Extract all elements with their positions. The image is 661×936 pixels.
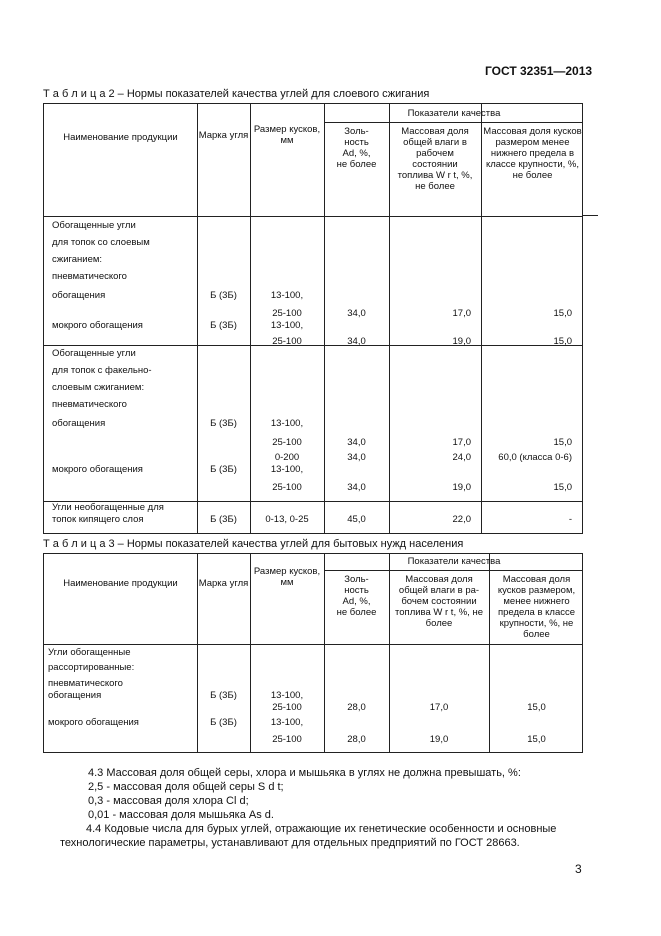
t2-header-ash: Золь-ность Ad, %, не более [336, 126, 377, 170]
table2-cell-size: 13-100, [270, 320, 304, 331]
table2-cell-ash: 34,0 [347, 482, 366, 493]
table2-cell-name: слоевым сжиганием: [52, 382, 145, 393]
t2-header-fines: Массовая доля кусков размером менее нижнего предела в классе крупности, %, не более [483, 126, 582, 181]
standard-number: ГОСТ 32351—2013 [485, 64, 593, 78]
table3-cell-size: 13-100, [270, 690, 304, 701]
table2-cell-name: для топок со слоевым [52, 237, 150, 248]
table3 [43, 553, 583, 753]
table2-cell-fines: - [568, 514, 572, 525]
t2-header-moisture: Массовая доля общей влаги в рабочем состоянии топлива W r t, %, не более [397, 126, 473, 192]
table2-cell-name: мокрого обогащения [52, 320, 143, 331]
para-sulfur: 2,5 - массовая доля общей серы S d t; [88, 781, 284, 793]
t3-header-size: Размер кусков, мм [253, 566, 321, 588]
table2-cell-name: топок кипящего слоя [52, 514, 144, 525]
t3-header-quality: Показатели качества [407, 556, 501, 567]
table2-cell-moisture: 19,0 [452, 336, 471, 347]
table2-cell-name: сжиганием: [52, 254, 103, 265]
table2-cell-name: Угли необогащенные для [52, 502, 164, 513]
table3-cell-name: мокрого обогащения [48, 717, 139, 728]
table2-cell-ash: 34,0 [347, 437, 366, 448]
table2-cell-mark: Б (3Б) [210, 464, 237, 475]
table3-cell-size: 25-100 [272, 702, 302, 713]
table3-cell-mark: Б (3Б) [210, 717, 237, 728]
table2-caption: Т а б л и ц а 2 – Нормы показателей качества углей для слоевого сжигания [43, 88, 430, 100]
t2-header-mark: Марка угля [198, 130, 249, 141]
t3-header-moisture: Массовая доля общей влаги в ра-бочем состоянии топлива W r t, %, не более [395, 574, 483, 629]
table2 [43, 103, 583, 534]
table3-cell-size: 25-100 [272, 734, 302, 745]
table2-cell-size: 13-100, [270, 290, 304, 301]
para-4-4: 4.4 Кодовые числа для бурых углей, отражающие их генетические особенности и основные [86, 823, 557, 835]
t3-header-fines: Массовая доля кусков размером, менее нижнего предела в классе крупности, %, не более [497, 574, 576, 640]
table2-cell-name: пневматического [52, 271, 127, 282]
table3-caption: Т а б л и ц а 3 – Нормы показателей качества углей для бытовых нужд населения [43, 538, 464, 550]
table3-cell-ash: 28,0 [347, 702, 366, 713]
table2-cell-fines: 15,0 [553, 437, 572, 448]
stray-rule [583, 215, 598, 216]
table2-cell-moisture: 17,0 [452, 437, 471, 448]
table2-cell-name: мокрого обогащения [52, 464, 143, 475]
table2-cell-mark: Б (3Б) [210, 290, 237, 301]
table2-cell-name: обогащения [52, 290, 106, 301]
table2-cell-size: 0-200 [274, 452, 300, 463]
table3-cell-size: 13-100, [270, 717, 304, 728]
table2-cell-mark: Б (3Б) [210, 320, 237, 331]
table3-cell-mark: Б (3Б) [210, 690, 237, 701]
table3-cell-moisture: 19,0 [429, 734, 449, 745]
table2-cell-name: обогащения [52, 418, 106, 429]
table2-cell-moisture: 22,0 [452, 514, 471, 525]
table2-cell-size: 25-100 [272, 336, 302, 347]
table3-cell-name: пневматического [48, 678, 123, 689]
table2-cell-moisture: 19,0 [452, 482, 471, 493]
t3-header-ash: Золь-ность Ad, %, не более [336, 574, 377, 618]
table2-cell-name: для топок с факельно- [52, 365, 152, 376]
table2-cell-size: 13-100, [270, 464, 304, 475]
table2-cell-ash: 34,0 [347, 308, 366, 319]
table3-cell-ash: 28,0 [347, 734, 366, 745]
table2-cell-size: 25-100 [272, 308, 302, 319]
table2-cell-moisture: 24,0 [452, 452, 471, 463]
table2-cell-fines: 15,0 [553, 308, 572, 319]
table2-cell-size: 25-100 [272, 482, 302, 493]
table2-cell-mark: Б (3Б) [210, 418, 237, 429]
table2-cell-moisture: 17,0 [452, 308, 471, 319]
table2-cell-name: Обогащенные угли [52, 220, 136, 231]
para-arsenic: 0,01 - массовая доля мышьяка As d. [88, 809, 274, 821]
table2-cell-fines: 15,0 [553, 336, 572, 347]
table2-cell-size: 25-100 [272, 437, 302, 448]
t3-header-name: Наименование продукции [63, 578, 178, 589]
table3-cell-fines: 15,0 [527, 734, 546, 745]
para-4-4-cont: технологические параметры, устанавливают для отдельных предприятий по ГОСТ 28663. [60, 837, 520, 849]
table3-cell-moisture: 17,0 [429, 702, 449, 713]
table3-cell-name: рассортированные: [48, 662, 135, 673]
t2-header-quality: Показатели качества [407, 108, 501, 119]
t3-header-mark: Марка угля [198, 578, 249, 589]
table2-cell-fines: 15,0 [553, 482, 572, 493]
page-number: 3 [575, 862, 582, 876]
table3-cell-name: Угли обогащенные [48, 647, 131, 658]
table2-cell-ash: 45,0 [347, 514, 366, 525]
table3-cell-fines: 15,0 [527, 702, 546, 713]
table2-cell-size: 0-13, 0-25 [265, 514, 309, 525]
table2-cell-mark: Б (3Б) [210, 514, 237, 525]
table2-cell-size: 13-100, [270, 418, 304, 429]
para-chlorine: 0,3 - массовая доля хлора Cl d; [88, 795, 249, 807]
table3-cell-name: обогащения [48, 690, 102, 701]
t2-header-size: Размер кусков, мм [253, 124, 321, 146]
table2-cell-ash: 34,0 [347, 452, 366, 463]
t2-header-name: Наименование продукции [63, 132, 178, 143]
table2-cell-name: Обогащенные угли [52, 348, 136, 359]
table2-cell-name: пневматического [52, 399, 127, 410]
table2-cell-fines: 60,0 (класса 0-6) [498, 452, 572, 463]
table2-cell-ash: 34,0 [347, 336, 366, 347]
para-4-3: 4.3 Массовая доля общей серы, хлора и мышьяка в углях не должна превышать, %: [88, 767, 521, 779]
